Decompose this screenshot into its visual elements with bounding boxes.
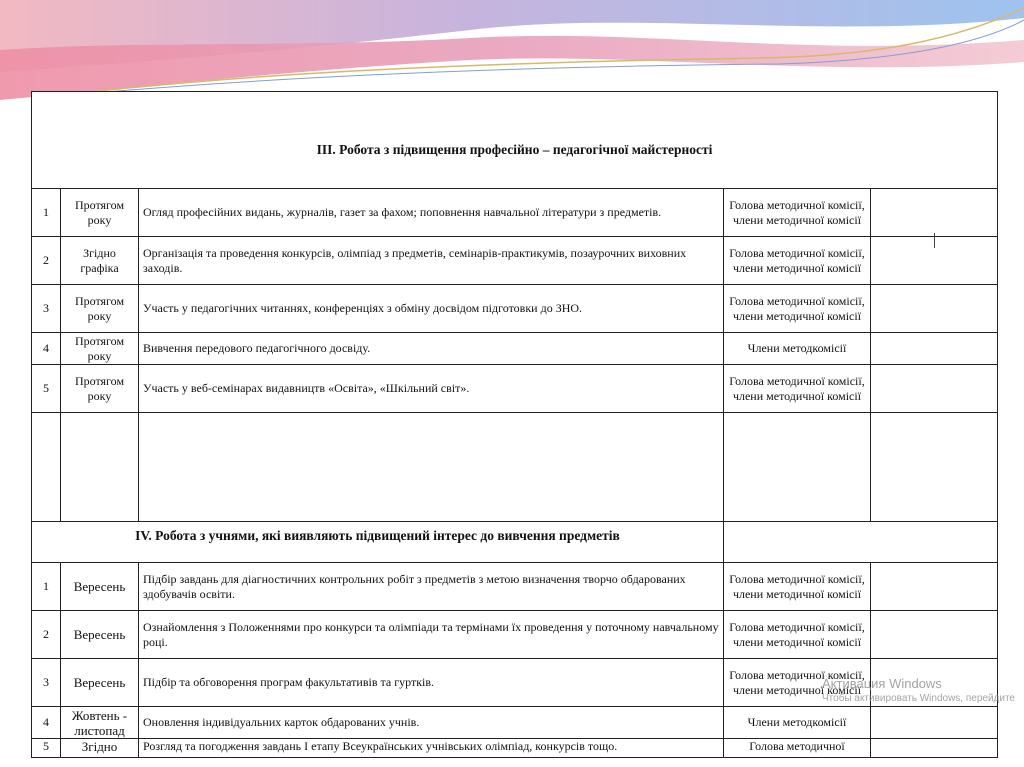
row-note bbox=[871, 739, 998, 758]
watermark-subtitle: Чтобы активировать Windows, перейдите bbox=[822, 693, 1015, 704]
empty-cell bbox=[139, 413, 724, 522]
row-responsible: Голова методичної комісії, члени методичної комісії bbox=[724, 659, 871, 707]
row-term: Жовтень - листопад bbox=[61, 707, 139, 739]
row-task: Вивчення передового педагогічного досвіду. bbox=[139, 333, 724, 365]
row-number: 3 bbox=[32, 285, 61, 333]
row-number: 5 bbox=[32, 365, 61, 413]
plan-table bbox=[31, 91, 998, 758]
row-task: Організація та проведення конкурсів, олімпіад з предметів, семінарів-практикумів, позаурочних виховних заходів. bbox=[139, 237, 724, 285]
text-cursor bbox=[934, 233, 935, 248]
table-row bbox=[32, 237, 998, 285]
row-note bbox=[871, 285, 998, 333]
row-responsible: Голова методичної комісії, члени методичної комісії bbox=[724, 563, 871, 611]
row-term: Протягом року bbox=[61, 365, 139, 413]
table-row bbox=[32, 563, 998, 611]
section-3-title: ІІІ. Робота з підвищення професійно – педагогічної майстерності bbox=[32, 92, 998, 189]
row-responsible: Голова методичної комісії, члени методичної комісії bbox=[724, 365, 871, 413]
row-term: Протягом року bbox=[61, 285, 139, 333]
empty-cell bbox=[871, 413, 998, 522]
row-note bbox=[871, 563, 998, 611]
document-page bbox=[31, 91, 997, 754]
row-note bbox=[871, 365, 998, 413]
table-row bbox=[32, 739, 998, 758]
row-term: Згідно графіка bbox=[61, 237, 139, 285]
row-number: 1 bbox=[32, 563, 61, 611]
row-term: Вересень bbox=[61, 611, 139, 659]
row-number: 2 bbox=[32, 611, 61, 659]
row-responsible: Голова методичної комісії, члени методичної комісії bbox=[724, 611, 871, 659]
row-responsible: Голова методичної комісії, члени методичної комісії bbox=[724, 189, 871, 237]
row-term: Вересень bbox=[61, 659, 139, 707]
row-note bbox=[871, 611, 998, 659]
row-task: Ознайомлення з Положеннями про конкурси та олімпіади та термінами їх проведення у поточному навчальному році. bbox=[139, 611, 724, 659]
row-task: Участь у веб-семінарах видавництв «Освіта», «Шкільний світ». bbox=[139, 365, 724, 413]
windows-activation-watermark bbox=[822, 676, 1015, 704]
empty-cell bbox=[724, 413, 871, 522]
row-note bbox=[871, 707, 998, 739]
table-row bbox=[32, 611, 998, 659]
row-task: Оновлення індивідуальних карток обдарованих учнів. bbox=[139, 707, 724, 739]
row-term: Вересень bbox=[61, 563, 139, 611]
table-row bbox=[32, 189, 998, 237]
row-term: Протягом року bbox=[61, 189, 139, 237]
empty-cell bbox=[32, 413, 61, 522]
row-number: 2 bbox=[32, 237, 61, 285]
table-row bbox=[32, 285, 998, 333]
table-row bbox=[32, 365, 998, 413]
section-4-title: IV. Робота з учнями, які виявляють підвищений інтерес до вивчення предметів bbox=[32, 522, 724, 563]
row-responsible: Голова методичної bbox=[724, 739, 871, 758]
row-number: 4 bbox=[32, 333, 61, 365]
row-number: 5 bbox=[32, 739, 61, 758]
table-row-empty bbox=[32, 413, 998, 522]
row-number: 1 bbox=[32, 189, 61, 237]
row-task: Участь у педагогічних читаннях, конференціях з обміну досвідом підготовки до ЗНО. bbox=[139, 285, 724, 333]
table-row bbox=[32, 707, 998, 739]
row-task: Розгляд та погодження завдань І етапу Всеукраїнських учнівських олімпіад, конкурсів тощо. bbox=[139, 739, 724, 758]
row-responsible: Голова методичної комісії, члени методичної комісії bbox=[724, 285, 871, 333]
section-4-title-blank bbox=[724, 522, 998, 563]
empty-cell bbox=[61, 413, 139, 522]
row-responsible: Члени методкомісії bbox=[724, 333, 871, 365]
row-task: Огляд професійних видань, журналів, газет за фахом; поповнення навчальної літератури з предметів. bbox=[139, 189, 724, 237]
row-number: 3 bbox=[32, 659, 61, 707]
row-responsible: Голова методичної комісії, члени методичної комісії bbox=[724, 237, 871, 285]
row-task: Підбір та обговорення програм факультативів та гуртків. bbox=[139, 659, 724, 707]
row-note bbox=[871, 333, 998, 365]
row-term: Згідно bbox=[61, 739, 139, 758]
table-row bbox=[32, 333, 998, 365]
watermark-title: Активация Windows bbox=[822, 676, 942, 691]
row-number: 4 bbox=[32, 707, 61, 739]
row-note bbox=[871, 189, 998, 237]
row-term: Протягом року bbox=[61, 333, 139, 365]
row-task: Підбір завдань для діагностичних контрольних робіт з предметів з метою визначення творчо обдарованих здобувачів освіти. bbox=[139, 563, 724, 611]
row-responsible: Члени методкомісії bbox=[724, 707, 871, 739]
